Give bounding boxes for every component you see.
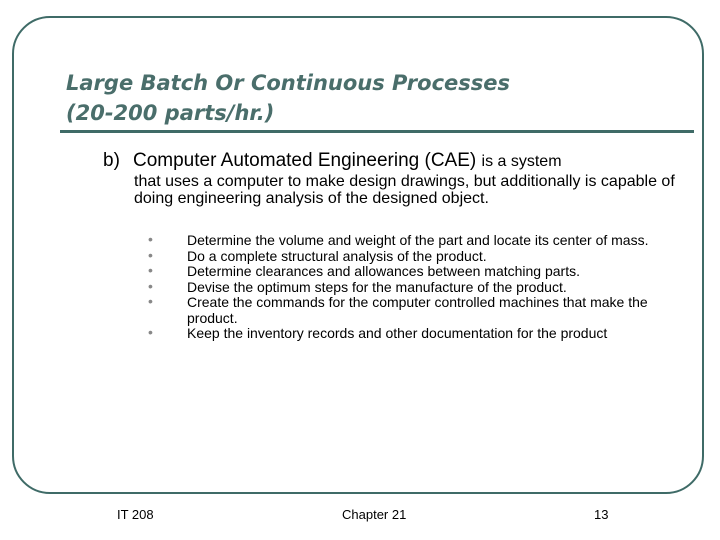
bullet-icon: •	[148, 293, 153, 309]
list-item	[148, 264, 678, 280]
list-marker: b)	[103, 150, 120, 171]
bullet-text: Keep the inventory records and other documentation for the product	[187, 325, 608, 341]
bullet-icon: •	[148, 262, 153, 278]
bullet-list	[148, 233, 678, 342]
footer-chapter: Chapter 21	[342, 507, 407, 522]
bullet-text: Determine clearances and allowances between matching parts.	[187, 263, 580, 279]
lead-body: that uses a computer to make design drawings, but additionally is capable of doing engineering analysis of the designed object.	[134, 173, 675, 207]
title-line-2: (20-200 parts/hr.)	[66, 101, 275, 125]
bullet-text: Devise the optimum steps for the manufacture of the product.	[187, 278, 567, 295]
title-line-1: Large Batch Or Continuous Processes	[66, 71, 511, 95]
bullet-text: Determine the volume and weight of the part and locate its center of mass.	[187, 232, 649, 248]
list-item	[148, 277, 678, 296]
slide-title	[66, 68, 666, 128]
bullet-icon: •	[148, 277, 153, 294]
footer-course: IT 208	[117, 507, 154, 522]
bullet-text: Do a complete structural analysis of the product.	[187, 247, 487, 264]
lead-paragraph	[103, 150, 683, 207]
lead-heading: Computer Automated Engineering (CAE)	[133, 150, 477, 171]
bullet-icon: •	[148, 246, 153, 263]
title-divider	[60, 130, 694, 133]
lead-tail: is a system	[481, 153, 562, 170]
list-item	[148, 246, 678, 265]
list-item	[148, 233, 678, 249]
bullet-icon: •	[148, 231, 153, 247]
lead-first-line	[103, 150, 683, 173]
list-item	[148, 326, 678, 342]
footer-page-number: 13	[594, 507, 609, 522]
list-item	[148, 295, 678, 326]
bullet-icon: •	[148, 324, 153, 340]
bullet-text: Create the commands for the computer controlled machines that make the product.	[187, 294, 648, 326]
